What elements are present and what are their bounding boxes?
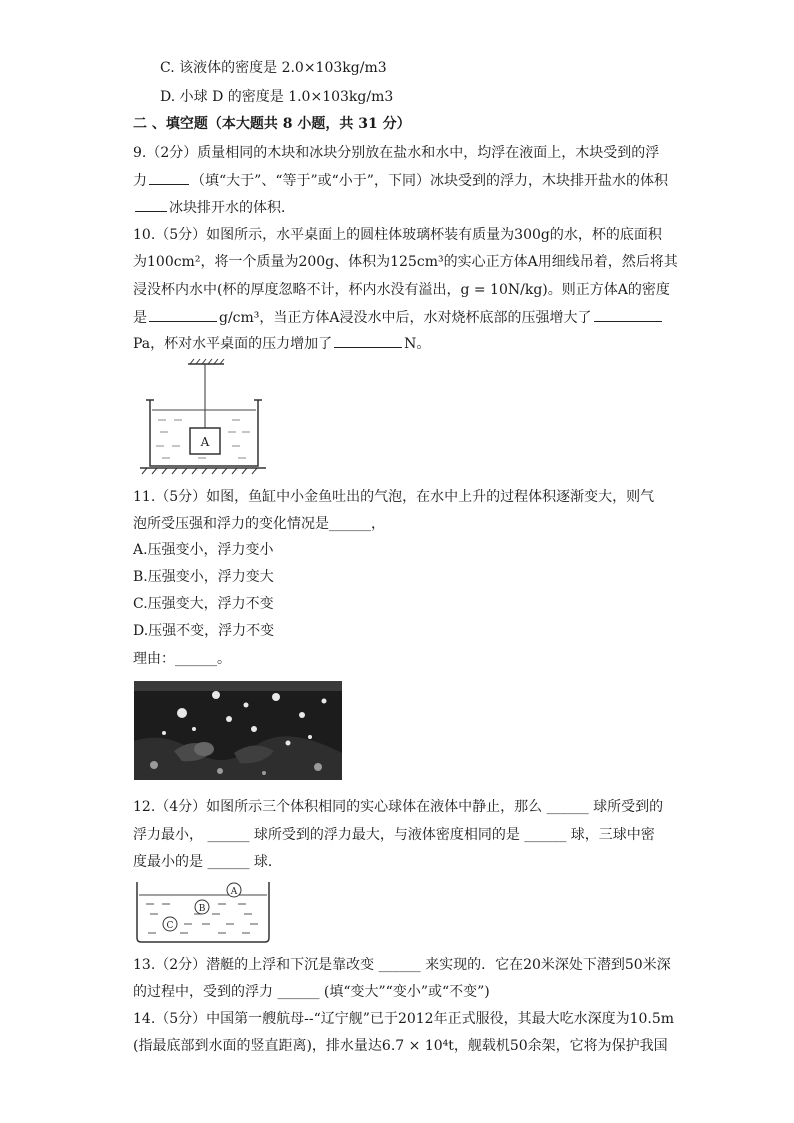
q10-blank-2[interactable] (594, 307, 662, 322)
q11-line-2: 泡所受压强和浮力的变化情况是______， (133, 516, 385, 532)
q10-text: Pa，杯对水平桌面的压力增加了 (133, 336, 333, 352)
q14-line-1: 14.（5分）中国第一艘航母--“辽宁舰”已于2012年正式服役，其最大吃水深度为10.5m (133, 1011, 675, 1027)
q10-line-5 (133, 333, 430, 354)
q11-option-a: A.压强变小，浮力变小 (133, 542, 274, 558)
option-c: C. 该液体的密度是 2.0×103kg/m3 (160, 60, 387, 76)
q9-blank-1[interactable] (149, 170, 189, 185)
q11-option-d: D.压强不变，浮力不变 (133, 623, 275, 639)
beaker-figure (138, 358, 268, 476)
q11-option-c: C.压强变大，浮力不变 (133, 596, 274, 612)
ball-b-label: B (198, 904, 206, 914)
q12-line-1: 12.（4分）如图所示三个体积相同的实心球体在液体中静止，那么 ______ 球所受到的 (133, 799, 664, 815)
q13-line-1: 13.（2分）潜艇的上浮和下沉是靠改变 ______ 来实现的．它在20米深处下潜到50米深 (133, 957, 671, 973)
q9-text: 冰块排开水的体积． (169, 200, 295, 216)
q10-line-1: 10.（5分）如图所示，水平桌面上的圆柱体玻璃杯装有质量为300g的水，杯的底面积 (133, 227, 662, 243)
q10-line-4 (133, 307, 664, 328)
q10-text: 是 (133, 310, 147, 326)
ball-a-label: A (230, 887, 238, 897)
q11-line-1: 11.（5分）如图，鱼缸中小金鱼吐出的气泡，在水中上升的过程体积逐渐变大，则气 (133, 489, 655, 505)
q10-text: N。 (404, 336, 431, 352)
q12-line-2: 浮力最小， ______ 球所受到的浮力最大，与液体密度相同的是 ______ 球，三球中密 (133, 827, 655, 843)
q12-line-3: 度最小的是 ______ 球． (133, 854, 282, 870)
q9-line-3 (133, 197, 295, 218)
q10-line-3: 浸没杯内水中(杯的厚度忽略不计，杯内水没有溢出，g = 10N/kg)。则正方体A的密度 (133, 282, 670, 298)
q11-reason: 理由：______。 (133, 651, 231, 667)
option-d: D. 小球 D 的密度是 1.0×103kg/m3 (160, 89, 394, 105)
q11-option-b: B.压强变小，浮力变大 (133, 569, 274, 585)
q10-blank-1[interactable] (149, 307, 217, 322)
section-title: 二 、填空题（本大题共 8 小题，共 31 分） (133, 116, 411, 132)
q9-line-1: 9.（2分）质量相同的木块和冰块分别放在盐水和水中，均浮在液面上，木块受到的浮 (133, 145, 660, 161)
q9-text: 力 (133, 173, 147, 189)
ball-c-label: C (166, 921, 174, 931)
q10-text: g/cm³，当正方体A浸没水中后，水对烧杯底部的压强增大了 (219, 310, 592, 326)
q10-line-2: 为100cm²，将一个质量为200g、体积为125cm³的实心正方体A用细线吊着，然后将其 (133, 254, 678, 270)
balls-figure (134, 880, 272, 944)
fish-tank-photo (134, 681, 342, 780)
q9-blank-2[interactable] (135, 197, 167, 212)
q14-line-2: (指最底部到水面的竖直距离)，排水量达6.7 × 10⁴t，舰载机50余架，它将为保护我国 (133, 1038, 668, 1054)
q9-line-2 (133, 170, 668, 191)
q13-line-2: 的过程中，受到的浮力 ______ (填“变大”“变小”或“不变”) (133, 984, 490, 1000)
q9-text: （填“大于”、“等于”或“小于”，下同）冰块受到的浮力，木块排开盐水的体积 (191, 173, 668, 189)
q10-blank-3[interactable] (334, 333, 402, 348)
cube-label: A (200, 435, 210, 449)
